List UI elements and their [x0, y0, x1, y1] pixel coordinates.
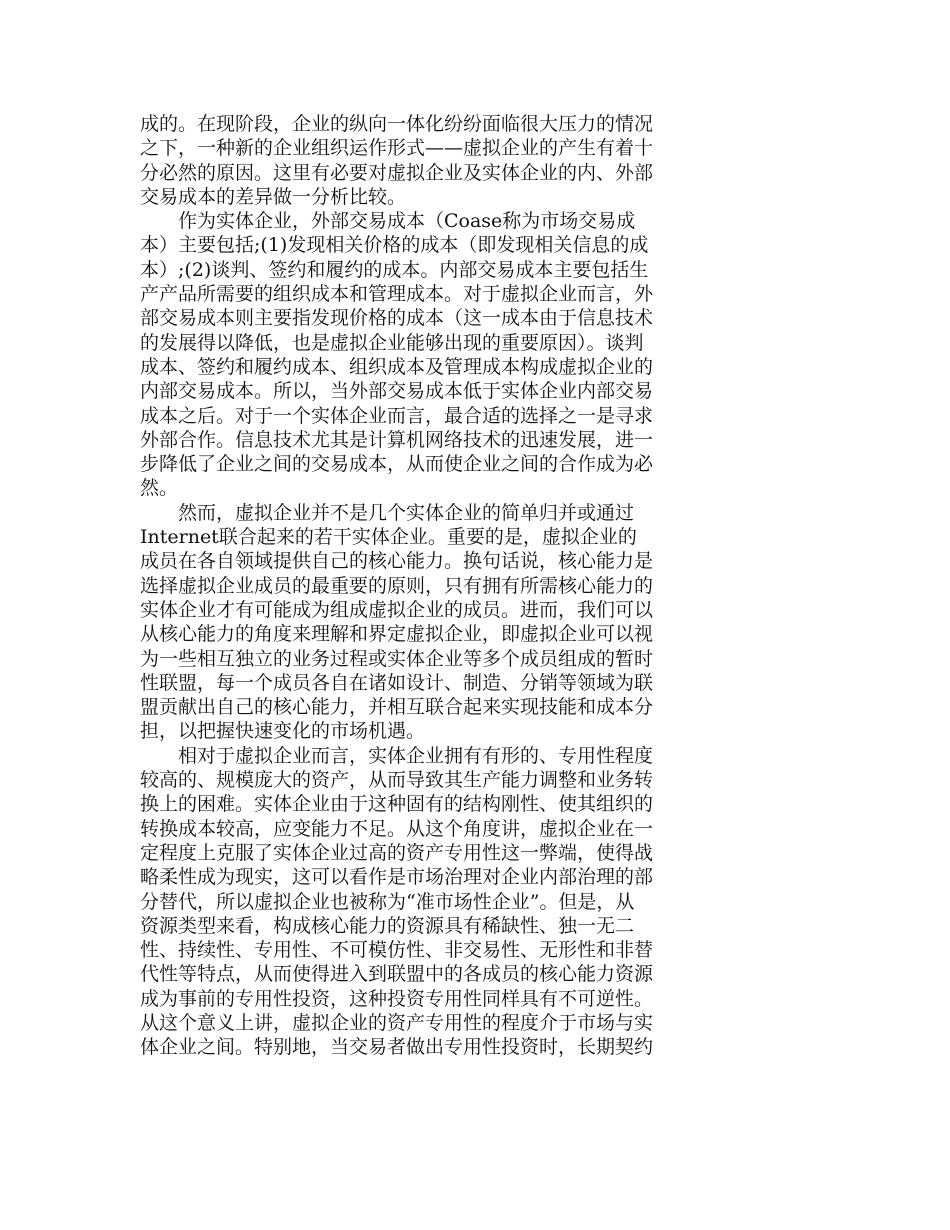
text-line: 然。 — [140, 477, 179, 500]
text-line: 成的。在现阶段，企业的纵向一体化纷纷面临很大压力的情况 — [140, 113, 654, 135]
text-line: 成本之后。对于一个实体企业而言，最合适的选择之一是寻求 — [140, 404, 654, 427]
text-line: 分替代，所以虚拟企业也被称为“准市场性企业”。但是，从 — [140, 890, 635, 913]
text-line: 定程度上克服了实体企业过高的资产专用性这一弊端，使得战 — [140, 841, 654, 864]
text-line: 然而，虚拟企业并不是几个实体企业的简单归并或通过 — [140, 501, 635, 524]
text-line: 交易成本的差异做一分析比较。 — [140, 185, 407, 208]
text-line: 转换成本较高，应变能力不足。从这个角度讲，虚拟企业在一 — [140, 817, 654, 840]
text-line: 成为事前的专用性投资，这种投资专用性同样具有不可逆性。 — [140, 987, 654, 1010]
text-line: 代性等特点，从而使得进入到联盟中的各成员的核心能力资源 — [140, 963, 654, 986]
text-line: Internet联合起来的若干实体企业。重要的是，虚拟企业的 — [140, 526, 637, 549]
text-line: 实体企业才有可能成为组成虚拟企业的成员。进而，我们可以 — [140, 598, 654, 621]
text-line: 性、持续性、专用性、不可模仿性、非交易性、无形性和非替 — [140, 939, 654, 962]
text-line: 之下，一种新的企业组织运作形式——虚拟企业的产生有着十 — [140, 137, 654, 160]
text-line: 资源类型来看，构成核心能力的资源具有稀缺性、独一无二 — [140, 914, 635, 937]
text-line: 从这个意义上讲，虚拟企业的资产专用性的程度介于市场与实 — [140, 1011, 654, 1034]
text-line: 体企业之间。特别地，当交易者做出专用性投资时，长期契约 — [140, 1036, 654, 1059]
text-line: 产产品所需要的组织成本和管理成本。对于虚拟企业而言，外 — [140, 283, 654, 306]
text-line: 外部合作。信息技术尤其是计算机网络技术的迅速发展，进一 — [140, 428, 654, 451]
text-line: 成员在各自领域提供自己的核心能力。换句话说，核心能力是 — [140, 550, 654, 573]
text-line: 成本、签约和履约成本、组织成本及管理成本构成虚拟企业的 — [140, 355, 654, 378]
text-line: 本）主要包括;(1)发现相关价格的成本（即发现相关信息的成 — [140, 234, 649, 257]
text-line: 本）;(2)谈判、签约和履约的成本。内部交易成本主要包括生 — [140, 258, 649, 281]
text-line: 作为实体企业，外部交易成本（Coase称为市场交易成 — [140, 210, 636, 233]
text-line: 性联盟，每一个成员各自在诸如设计、制造、分销等领域为联 — [140, 671, 654, 694]
text-line: 分必然的原因。这里有必要对虚拟企业及实体企业的内、外部 — [140, 161, 654, 184]
text-line: 换上的困难。实体企业由于这种固有的结构刚性、使其组织的 — [140, 793, 654, 816]
body-text — [140, 112, 740, 1060]
text-line: 为一些相互独立的业务过程或实体企业等多个成员组成的暂时 — [140, 647, 654, 670]
text-line: 选择虚拟企业成员的最重要的原则，只有拥有所需核心能力的 — [140, 574, 654, 597]
text-line: 担，以把握快速变化的市场机遇。 — [140, 720, 426, 743]
text-line: 略柔性成为现实，这可以看作是市场治理对企业内部治理的部 — [140, 866, 654, 889]
text-line: 从核心能力的角度来理解和界定虚拟企业，即虚拟企业可以视 — [140, 623, 654, 646]
text-line: 的发展得以降低，也是虚拟企业能够出现的重要原因）。谈判 — [140, 331, 644, 354]
text-line: 盟贡献出自己的核心能力，并相互联合起来实现技能和成本分 — [140, 696, 654, 719]
text-line: 部交易成本则主要指发现价格的成本（这一成本由于信息技术 — [140, 307, 654, 330]
text-line: 内部交易成本。所以，当外部交易成本低于实体企业内部交易 — [140, 380, 654, 403]
text-line: 相对于虚拟企业而言，实体企业拥有有形的、专用性程度 — [140, 744, 654, 767]
text-line: 步降低了企业之间的交易成本，从而使企业之间的合作成为必 — [140, 453, 654, 476]
text-line: 较高的、规模庞大的资产，从而导致其生产能力调整和业务转 — [140, 769, 654, 792]
